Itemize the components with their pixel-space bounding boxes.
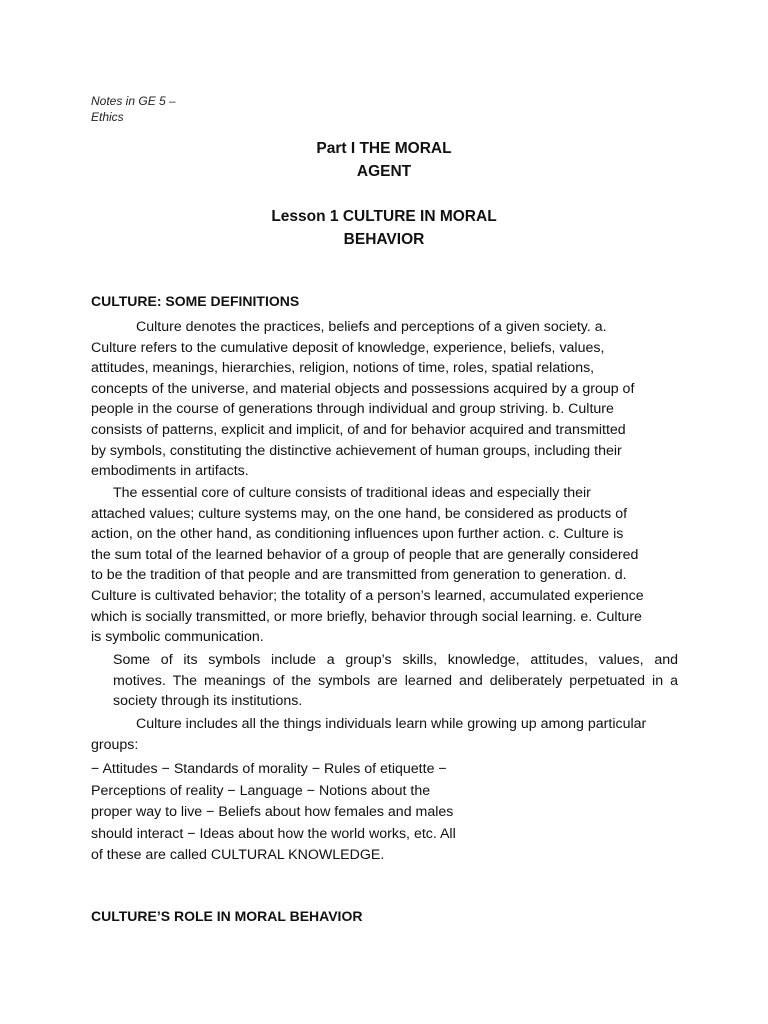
paragraph-core-of-culture [91,483,681,648]
paragraph-line: the sum total of the learned behavior of a group of people that are generally considered [91,546,639,563]
paragraph-line: Culture includes all the things individuals learn while growing up among particular [136,716,647,732]
paragraph-line: society through its institutions. [113,693,303,710]
paragraph-line: motives. The meanings of the symbols are learned and deliberately perpetuated in a [113,672,678,689]
lesson-title [0,205,768,251]
list-line: − Attitudes − Standards of morality − Rules of etiquette − [91,761,447,777]
paragraph-line: Culture is cultivated behavior; the totality of a person’s learned, accumulated experience [91,587,644,604]
paragraph-line: groups: [91,736,139,753]
paragraph-line: attitudes, meanings, hierarchies, religion, notions of time, roles, spatial relations, [91,360,595,377]
paragraph-line: The essential core of culture consists of traditional ideas and especially their [113,485,591,501]
paragraph-line: Culture refers to the cumulative deposit of knowledge, experience, beliefs, values, [91,339,605,356]
paragraph-symbols [113,650,678,712]
paragraph-line: is symbolic communication. [91,629,264,646]
lesson-title-line: BEHAVIOR [343,231,425,248]
part-title [0,137,768,183]
section-heading-moral-behavior: CULTURE’S ROLE IN MORAL BEHAVIOR [91,908,363,924]
header-note-line: Ethics [91,110,124,124]
paragraph-line: Some of its symbols include a group’s skills, knowledge, attitudes, values, and [113,652,678,668]
header-note [91,93,231,125]
part-title-line: Part I THE MORAL [316,140,452,157]
section-heading-definitions: CULTURE: SOME DEFINITIONS [91,293,300,309]
list-line: of these are called CULTURAL KNOWLEDGE. [91,847,385,863]
header-note-line: Notes in GE 5 – [91,94,176,108]
paragraph-line: action, on the other hand, as conditioning influences upon further action. c. Culture is [91,526,624,543]
paragraph-line: by symbols, constituting the distinctive achievement of human groups, including their [91,442,622,459]
paragraph-line: Culture denotes the practices, beliefs and perceptions of a given society. a. [136,319,607,335]
list-line: Perceptions of reality − Language − Notions about the [91,782,431,799]
cultural-knowledge-list [91,759,491,867]
lesson-title-line: Lesson 1 CULTURE IN MORAL [271,208,497,225]
list-line: proper way to live − Beliefs about how females and males [91,804,454,820]
paragraph-line: embodiments in artifacts. [91,463,249,480]
paragraph-line: to be the tradition of that people and are transmitted from generation to generation. d. [91,567,627,584]
list-line: should interact − Ideas about how the world works, etc. All [91,825,456,842]
paragraph-line: consists of patterns, explicit and implicit, of and for behavior acquired and transmitted [91,421,626,438]
paragraph-line: people in the course of generations through individual and group striving. b. Culture [91,401,614,418]
paragraph-line: which is socially transmitted, or more briefly, behavior through social learning. e. Culture [91,608,642,625]
paragraph-culture-includes [91,714,681,755]
paragraph-line: concepts of the universe, and material objects and possessions acquired by a group of [91,380,635,397]
part-title-line: AGENT [356,163,412,180]
paragraph-definitions [91,317,681,482]
paragraph-line: attached values; culture systems may, on the one hand, be considered as products of [91,505,628,522]
